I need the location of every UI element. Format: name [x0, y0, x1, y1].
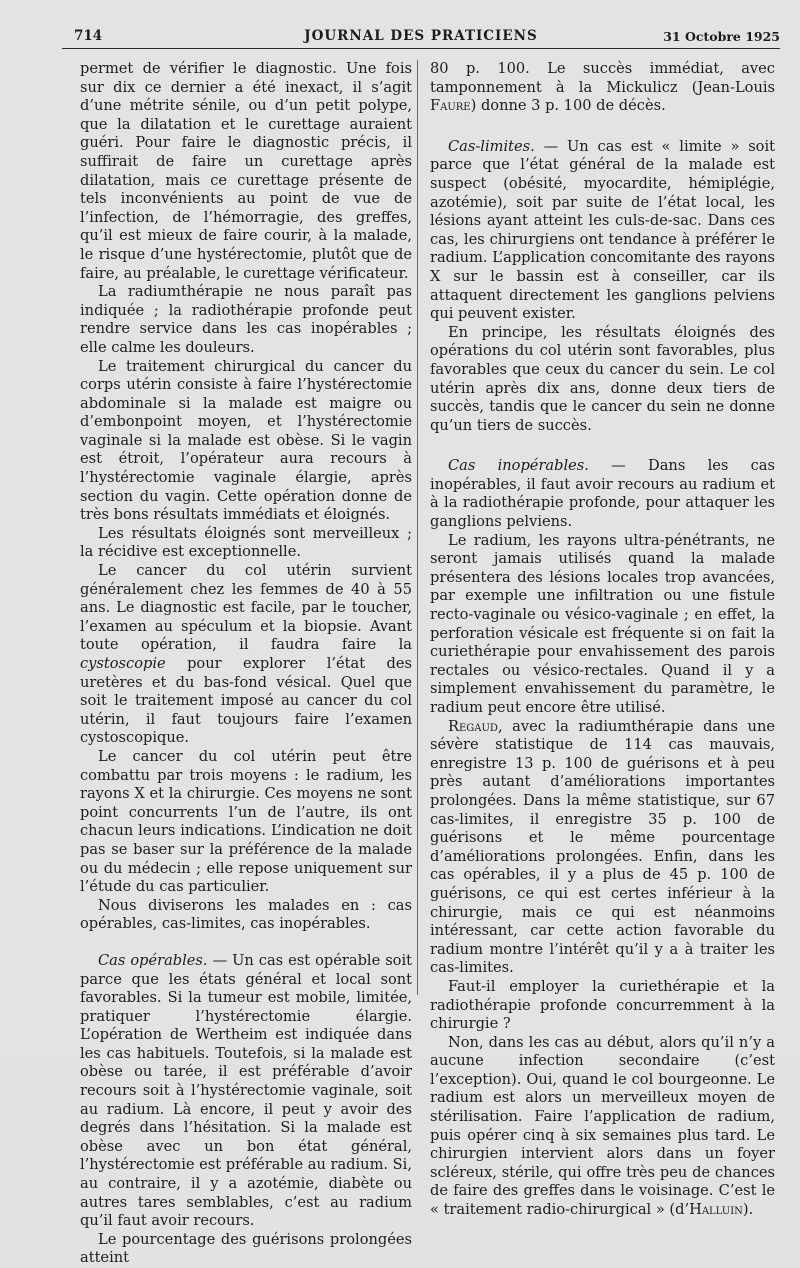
right-column [430, 60, 775, 1220]
left-column [80, 60, 412, 1268]
text-run: Le cancer du col utérin survient généralement chez les femmes de 40 à 55 ans. Le diagnostic est facile, par le toucher, l’examen au spéculum et la biopsie. Avant toute opération, il faudra faire la [80, 562, 412, 654]
text-run: — Un cas est « limite » soit parce que l’état général de la malade est suspect (obésité, myocardite, hémiplégie, azotémie), soit par suite de l’état local, les lésions ayant atteint les culs-de-sac. Dans ces cas, les chirurgiens ont tendance à préférer le radium. L’application concomitante des rayons X sur le bassin est à conseiller, car ils attaquent directement les ganglions pelviens qui peuvent exister. [430, 137, 775, 323]
author-name: Faure [430, 97, 471, 115]
journal-title: JOURNAL DES PRATICIENS [304, 28, 538, 44]
text-run: , avec la radiumthérapie dans une sévère statistique de 114 cas mauvais, enregistre 13 p. 100 de guérisons et à peu près autant d’améliorations importantes prolongées. Dans la même statistique, sur 67 cas-limites, il enregistre 35 p. 100 de guérisons et le même pourcentage d’améliorations prolongées. Enfin, dans les cas opérables, il y a plus de 45 p. 100 de guérisons, ce qui est certes inférieur à la chirurgie, mais ce qui est néanmoins intéressant, car cette action favorable du radium montre l’intérêt qu’il y a à traiter les cas-limites. [430, 717, 775, 977]
text-run: 80 p. 100. Le succès immédiat, avec tamponnement à la Mickulicz (Jean-Louis [430, 60, 775, 96]
column-divider [417, 60, 418, 995]
paragraph [430, 138, 775, 324]
author-name: Halluin [689, 1201, 743, 1219]
running-header [62, 26, 780, 49]
paragraph [430, 718, 775, 978]
text-run: — Dans les cas inopérables, il faut avoir recours au radium et à la radiothérapie profonde, pour attaquer les ganglions pelviens. [430, 457, 775, 531]
paragraph [430, 60, 775, 116]
paragraph: En principe, les résultats éloignés des opérations du col utérin sont favorables, plus favorables que ceux du cancer du sein. Le col utérin après dix ans, donne deux tiers de succès, tandis que le cancer du sein ne donne qu’un tiers de succès. [430, 323, 775, 434]
text-run: ). [742, 1201, 754, 1219]
author-name: Regaud [448, 717, 498, 735]
paragraph [430, 457, 775, 531]
text-run: — Un cas est opérable soit parce que les états général et local sont favorables. Si la tumeur est mobile, limitée, pratiquer l’hystérectomie élargie. L’opération de Wertheim est indiquée dans les cas habituels. Toutefois, si la malade est obèse ou tarée, il est préférable d’avoir recours soit à l’hystérectomie vaginale, soit au radium. Là encore, il peut y avoir des degrés dans l’hésitation. Si la malade est obèse avec un bon état général, l’hystérectomie est préférable au radium. Si, au contraire, il y a azotémie, diabète ou autres tares semblables, c’est au radium qu’il faut avoir recours. [80, 951, 412, 1230]
section-heading: Cas-limites. [448, 137, 535, 155]
paragraph [80, 562, 412, 748]
paragraph: Nous diviserons les malades en : cas opérables, cas-limites, cas inopérables. [80, 896, 412, 933]
text-run: ) donne 3 p. 100 de décès. [470, 97, 666, 115]
paragraph: Faut-il employer la curiethérapie et la radiothérapie profonde concurremment à la chirurgie ? [430, 977, 775, 1033]
text-run: Non, dans les cas au début, alors qu’il n’y a aucune infection secondaire (c’est l’exception). Oui, quand le col bourgeonne. Le radium est alors un merveilleux moyen de stérilisation. Faire l’application de radium, puis opérer cinq à six semaines plus tard. Le chirurgien intervient alors dans un foyer scléreux, stérile, qui offre très peu de chances de faire des greffes dans le voisinage. C’est le « traitement radio-chirurgical » (d’ [430, 1033, 775, 1219]
paragraph: permet de vérifier le diagnostic. Une fois sur dix ce dernier a été inexact, il s’agit d’une métrite sénile, ou d’un petit polype, que la dilatation et le curettage auraient guéri. Pour faire le diagnostic précis, il suffirait de faire un curettage après dilatation, mais ce curettage présente de tels inconvénients au point de vue de l’infection, de l’hémorragie, des greffes, qu’il est mieux de faire courir, à la malade, le risque d’une hystérectomie, plutôt que de faire, au préalable, le curettage vérificateur. [80, 60, 412, 282]
italic-term: cystoscopie [80, 655, 166, 672]
paragraph [430, 1034, 775, 1220]
paragraph: Le radium, les rayons ultra-pénétrants, ne seront jamais utilisés quand la malade présentera des lésions locales trop avancées, par exemple une infiltration ou une fistule recto-vaginale ou vésico-vaginale ; en effet, la perforation vésicale est fréquente si on fait la curiethérapie pour envahissement des parois rectales ou vésico-rectales. Quand il y a simplement envahissement du paramètre, le radium peut encore être utilisé. [430, 531, 775, 716]
paragraph: Les résultats éloignés sont merveilleux ; la récidive est exceptionnelle. [80, 524, 412, 561]
paragraph [80, 952, 412, 1231]
page-number: 714 [74, 28, 103, 44]
issue-date: 31 Octobre 1925 [663, 29, 780, 44]
section-heading: Cas inopérables. [448, 457, 589, 475]
text-run: pour explorer l’état des uretères et du bas-fond vésical. Quel que soit le traitement imposé au cancer du col utérin, il faut toujours faire l’examen cystoscopique. [80, 655, 412, 747]
section-heading: Cas opérables. [98, 951, 208, 969]
paragraph: Le pourcentage des guérisons prolongées atteint [80, 1230, 412, 1267]
paragraph: La radiumthérapie ne nous paraît pas indiquée ; la radiothérapie profonde peut rendre service dans les cas inopérables ; elle calme les douleurs. [80, 283, 412, 356]
paragraph: Le cancer du col utérin peut être combattu par trois moyens : le radium, les rayons X et la chirurgie. Ces moyens ne sont point concurrents l’un de l’autre, ils ont chacun leurs indications. L’indication ne doit pas se baser sur la préférence de la malade ou du médecin ; elle repose uniquement sur l’étude du cas particulier. [80, 747, 412, 896]
paragraph: Le traitement chirurgical du cancer du corps utérin consiste à faire l’hystérectomie abdominale si la malade est maigre ou d’embonpoint moyen, et l’hystérectomie vaginale si la malade est obèse. Si le vagin est étroit, l’opérateur aura recours à l’hystérectomie vaginale élargie, après section du vagin. Cette opération donne de très bons résultats immédiats et éloignés. [80, 357, 412, 524]
